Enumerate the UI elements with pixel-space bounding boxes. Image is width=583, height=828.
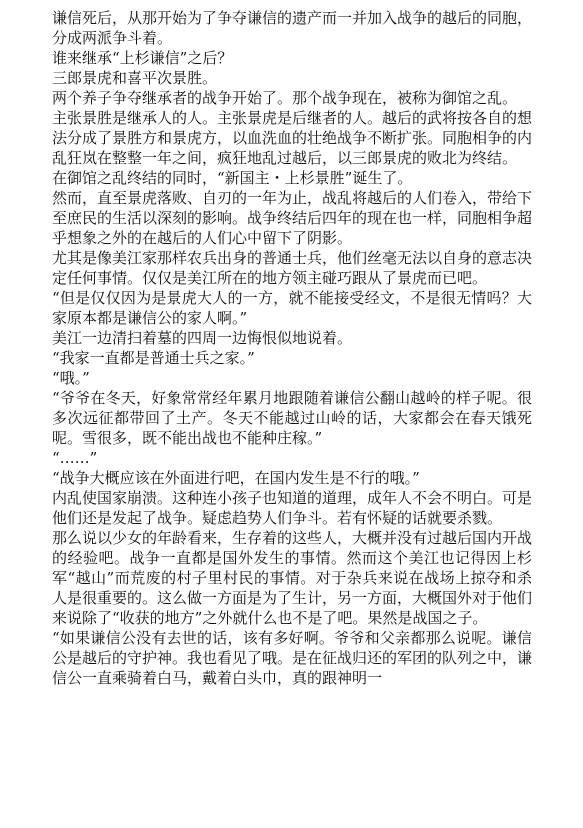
paragraph: “如果谦信公没有去世的话，该有多好啊。爷爷和父亲都那么说呢。谦信公是越后的守护神。我也看见了哦。是在征战归还的军团的队列之中，谦信公一直乘骑着白马，戴着白头巾，真的跟神明一 [52, 629, 533, 687]
paragraph: “哦。” [52, 369, 90, 387]
paragraph: 那么说以少女的年龄看来，生存着的这些人，大概并没有过越后国内开战的经验吧。战争一直都是国外发生的事情。然而这个美江也记得因上杉军“越山”而荒废的村子里村民的事情。对于杂兵来说在战场上掠夺和杀人是很重要的。这么做一方面是为了生计，另一方面，大概国外对于他们来说除了“收获的地方”之外就什么也不是了吧。果然是战国之子。 [52, 529, 533, 627]
paragraph: 两个养子争夺继承者的战争开始了。那个战争现在，被称为御馆之乱。 [52, 89, 518, 107]
paragraph: 谦信死后，从那开始为了争夺谦信的遗产而一并加入战争的越后的同胞，分成两派争斗着。 [52, 9, 533, 47]
paragraph: 尤其是像美江家那样农兵出身的普通士兵，他们丝毫无法以自身的意志决定任何事情。仅仅是美江所在的地方领主碰巧跟从了景虎而已吧。 [52, 249, 533, 287]
paragraph: 美江一边清扫着墓的四周一边悔恨似地说着。 [52, 329, 353, 347]
paragraph: “……” [52, 449, 98, 467]
paragraph: “爷爷在冬天，好象常常经年累月地跟随着谦信公翻山越岭的样子呢。很多次远征都带回了土产。冬天不能越过山岭的话，大家都会在春天饿死呢。雪很多，既不能出战也不能种庄稼。” [52, 389, 532, 447]
paragraph: 谁来继承“上杉谦信”之后？ [52, 49, 233, 67]
document-body [52, 8, 532, 688]
paragraph: 在御馆之乱终结的同时，“新国主・上杉景胜”诞生了。 [52, 169, 413, 187]
paragraph: 然而，直至景虎落败、自刃的一年为止，战乱将越后的人们卷入，带给下至庶民的生活以深刻的影响。战争终结后四年的现在也一样，同胞相争超乎想象之外的在越后的人们心中留下了阴影。 [52, 189, 533, 247]
paragraph: “我家一直都是普通士兵之家。” [52, 349, 255, 367]
paragraph: 主张景胜是继承人的人。主张景虎是后继者的人。越后的武将按各自的想法分成了景胜方和景虎方，以血洗血的壮绝战争不断扩张。同胞相争的内乱狂岚在整整一年之间，疯狂地乱过越后，以三郎景虎的败北为终结。 [52, 109, 533, 167]
paragraph: 三郎景虎和喜平次景胜。 [52, 69, 218, 87]
paragraph: 内乱使国家崩溃。这种连小孩子也知道的道理，成年人不会不明白。可是他们还是发起了战争。疑虑趋势人们争斗。若有怀疑的话就要杀戮。 [52, 489, 533, 527]
paragraph: “但是仅仅因为是景虎大人的一方，就不能接受经文，不是很无情吗？大家原本都是谦信公的家人啊。” [52, 289, 532, 327]
paragraph: “战争大概应该在外面进行吧，在国内发生是不行的哦。” [52, 469, 420, 487]
